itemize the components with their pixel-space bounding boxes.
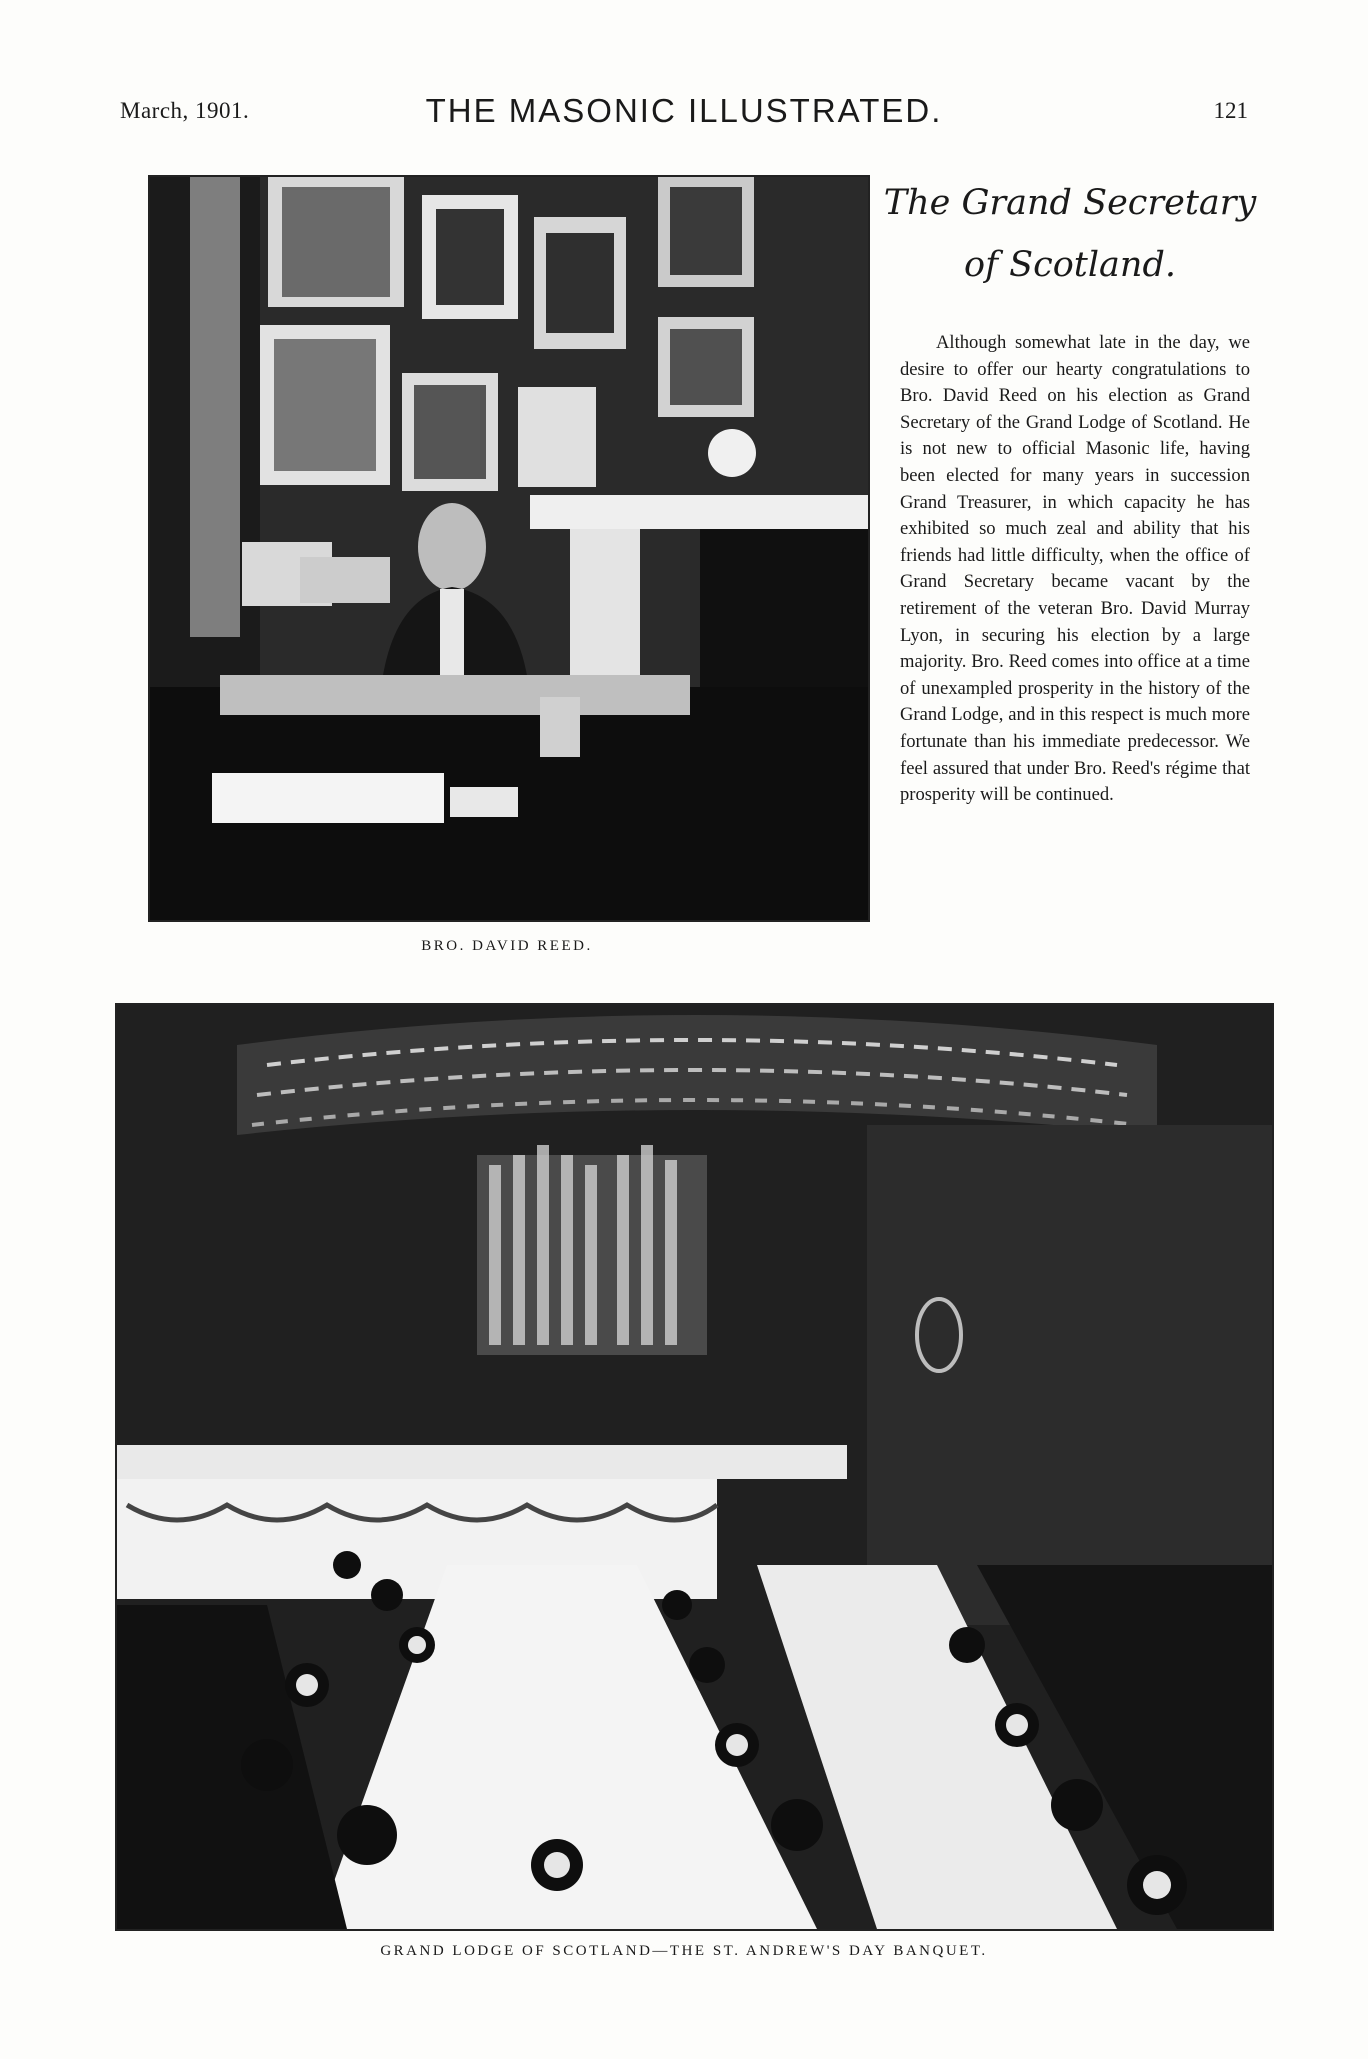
publication-title: THE MASONIC ILLUSTRATED.: [425, 92, 943, 129]
banquet-caption: GRAND LODGE OF SCOTLAND—THE ST. ANDREW'S DAY BANQUET.: [380, 1943, 988, 1959]
running-header: [0, 92, 1368, 132]
portrait-photo: [148, 175, 870, 922]
article-body: Although somewhat late in the day, we desire to offer our hearty congratulations to Bro. David Reed on his election as Grand Secretary of the Grand Lodge of Scotland. He is not new to official Masonic life, having been elected for many years in succession Grand Treasurer, in which capacity he has exhibited so much zeal and ability that his friends had little difficulty, when the office of Grand Secretary became vacant by the retirement of the veteran Bro. David Murray Lyon, in securing his election by a large majority. Bro. Reed comes into office at a time of unexampled prosperity in the history of the Grand Lodge, and in this respect is much more fortunate than his immediate predecessor. We feel assured that under Bro. Reed's régime that prosperity will be continued.: [900, 332, 1250, 806]
issue-date: March, 1901.: [120, 98, 250, 123]
page-number: 121: [1213, 98, 1248, 123]
portrait-caption: BRO. DAVID REED.: [421, 938, 593, 954]
banquet-photo: [115, 1003, 1274, 1931]
article-title-line-2: of Scotland.: [964, 245, 1176, 285]
article-title: [880, 172, 1260, 296]
article-title-line-1: The Grand Secretary: [883, 183, 1257, 223]
